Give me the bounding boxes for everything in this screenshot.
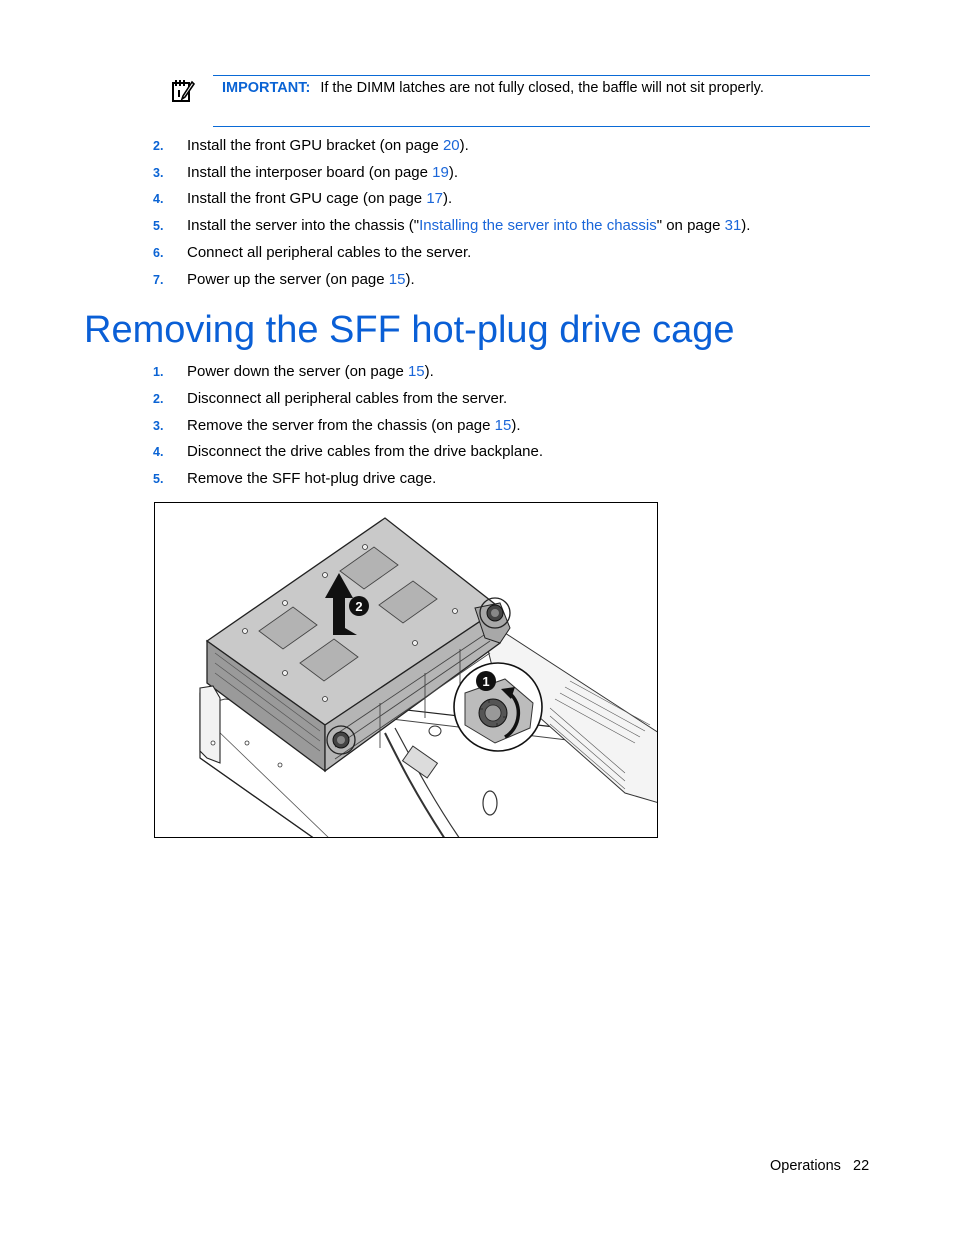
page-link[interactable]: 15 — [388, 271, 406, 288]
drive-cage-removal-figure — [154, 502, 658, 838]
page-link[interactable]: 15 — [407, 363, 425, 380]
section-title: Removing the SFF hot-plug drive cage — [84, 309, 735, 351]
step-top-6: 6. Connect all peripheral cables to the server. — [153, 244, 472, 261]
important-note — [222, 80, 764, 96]
step-top-4: 4. Install the front GPU cage (on page 17). — [153, 190, 453, 207]
important-label: IMPORTANT: — [222, 80, 311, 96]
step-bottom-1: 1. Power down the server (on page 15). — [153, 363, 434, 380]
note-top-rule — [213, 75, 870, 76]
footer-page-number: 22 — [853, 1158, 870, 1174]
step-top-2: 2. Install the front GPU bracket (on page 20). — [153, 137, 469, 154]
important-text: If the DIMM latches are not fully closed, the baffle will not sit properly. — [320, 80, 764, 96]
callout-1: 1 — [482, 674, 490, 689]
step-top-5: 5. Install the server into the chassis ("Installing the server into the chassis" on page 31). — [153, 217, 751, 234]
section-link[interactable]: Installing the server into the chassis — [419, 217, 657, 234]
page-link[interactable]: 15 — [494, 417, 512, 434]
step-bottom-3: 3. Remove the server from the chassis (on page 15). — [153, 417, 521, 434]
page-link[interactable]: 20 — [442, 137, 460, 154]
page-link[interactable]: 17 — [426, 190, 443, 207]
important-notepad-icon — [170, 78, 196, 104]
step-bottom-2: 2. Disconnect all peripheral cables from the server. — [153, 390, 508, 407]
step-bottom-4: 4. Disconnect the drive cables from the drive backplane. — [153, 443, 544, 460]
drive-cage-illustration — [155, 503, 658, 838]
footer-section: Operations — [770, 1158, 841, 1174]
step-top-7: 7. Power up the server (on page 15). — [153, 271, 415, 288]
note-bottom-rule — [213, 126, 870, 127]
step-bottom-5: 5. Remove the SFF hot-plug drive cage. — [153, 470, 437, 487]
callout-2: 2 — [355, 599, 363, 614]
page-link[interactable]: 19 — [432, 164, 449, 181]
page-link[interactable]: 31 — [724, 217, 742, 234]
step-top-3: 3. Install the interposer board (on page 19). — [153, 164, 459, 181]
